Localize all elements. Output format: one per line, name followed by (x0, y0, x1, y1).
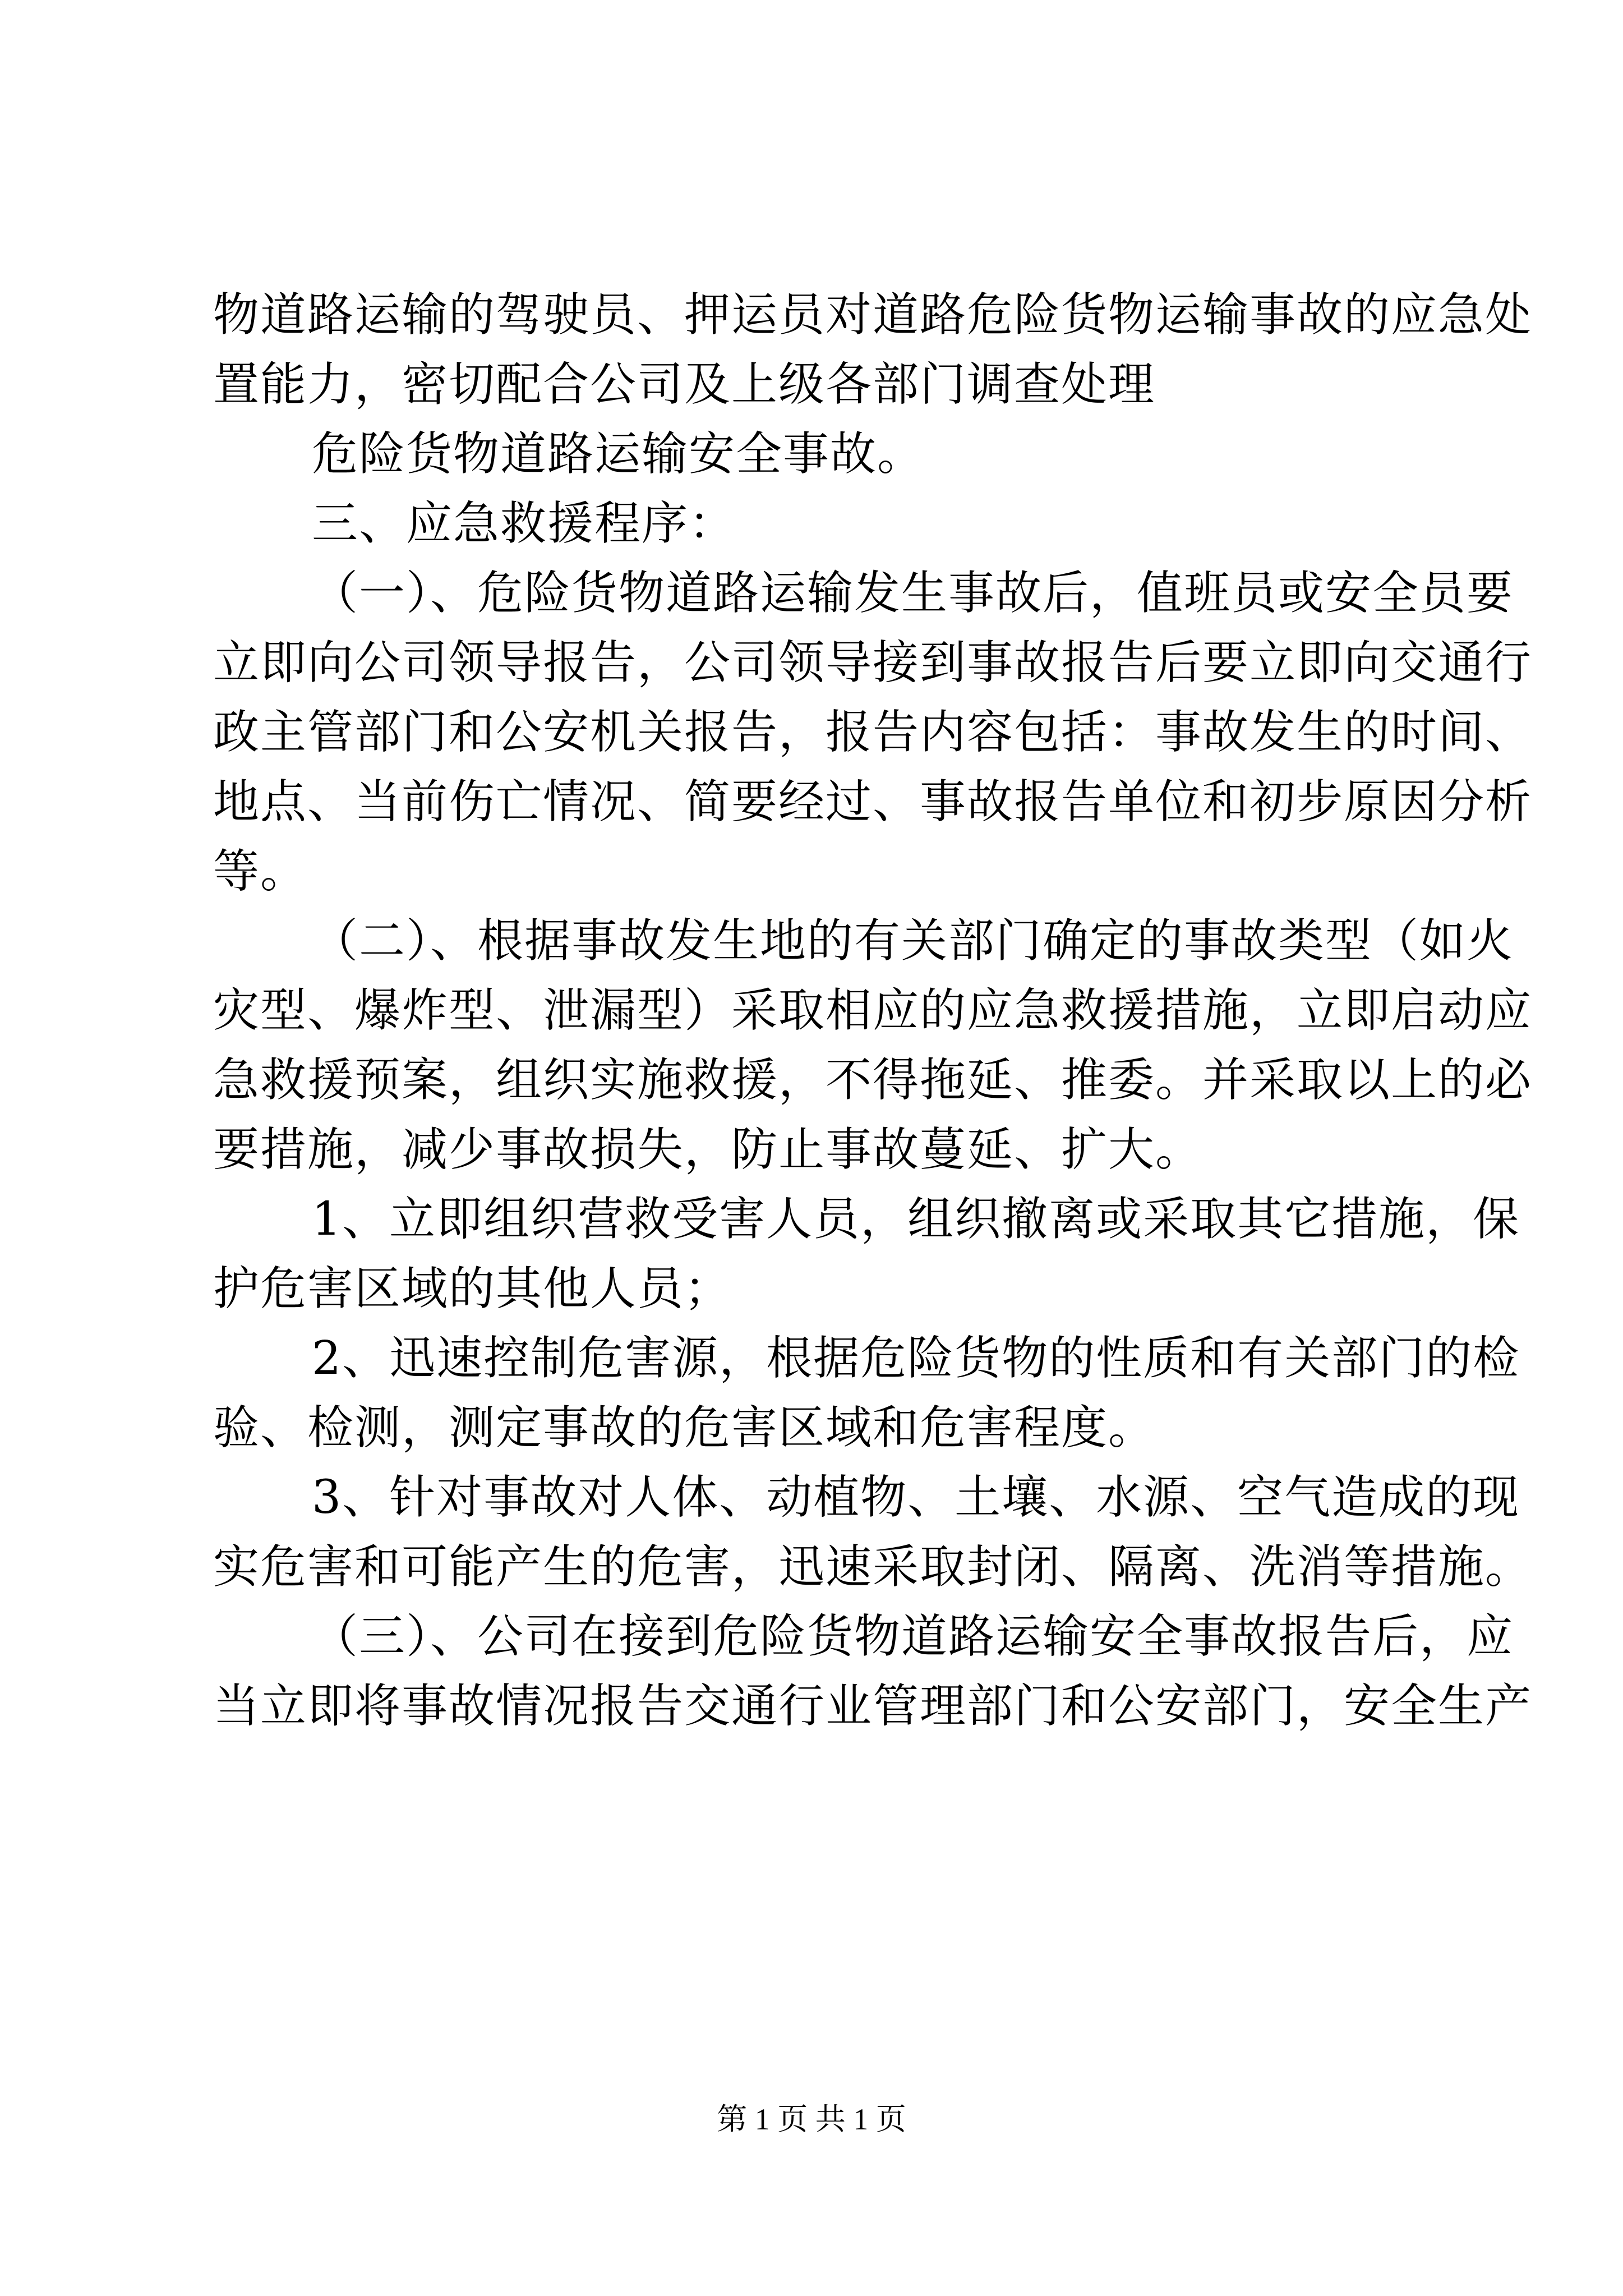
text-line: 置能力，密切配合公司及上级各部门调查处理 (213, 358, 1156, 411)
section-heading: 三、应急救援程序： (312, 497, 736, 550)
text-line: 验、检测，测定事故的危害区域和危害程度。 (213, 1401, 1156, 1455)
text-line: 地点、当前伤亡情况、简要经过、事故报告单位和初步原因分析 (213, 775, 1533, 829)
text-line: （三）、公司在接到危险货物道路运输安全事故报告后，应 (312, 1610, 1514, 1663)
text-line: 要措施，减少事故损失，防止事故蔓延、扩大。 (213, 1123, 1203, 1176)
text-line: 政主管部门和公安机关报告，报告内容包括：事故发生的时间、 (213, 706, 1533, 759)
page-number-footer: 第 1 页 共 1 页 (717, 2102, 906, 2136)
text-line: 护危害区域的其他人员； (213, 1262, 732, 1315)
text-line: 急救援预案，组织实施救援，不得拖延、推委。并采取以上的必 (213, 1053, 1533, 1107)
text-line: （一）、危险货物道路运输发生事故后，值班员或安全员要 (312, 567, 1514, 620)
text-line: 危险货物道路运输安全事故。 (312, 427, 925, 481)
text-line: 立即向公司领导报告，公司领导接到事故报告后要立即向交通行 (213, 636, 1533, 689)
text-line: 实危害和可能产生的危害，迅速采取封闭、隔离、洗消等措施。 (213, 1540, 1533, 1594)
text-line: 3、针对事故对人体、动植物、土壤、水源、空气造成的现 (312, 1471, 1520, 1524)
text-line: 等。 (213, 845, 308, 898)
text-line: 1、立即组织营救受害人员，组织撤离或采取其它措施，保 (312, 1193, 1520, 1246)
text-line: 物道路运输的驾驶员、押运员对道路危险货物运输事故的应急处 (213, 288, 1533, 342)
text-line: 灾型、爆炸型、泄漏型）采取相应的应急救援措施，立即启动应 (213, 984, 1533, 1037)
text-line: （二）、根据事故发生地的有关部门确定的事故类型（如火 (312, 914, 1514, 968)
document-body (213, 280, 1533, 1741)
text-line: 当立即将事故情况报告交通行业管理部门和公安部门，安全生产 (213, 1680, 1533, 1733)
text-line: 2、迅速控制危害源，根据危险货物的性质和有关部门的检 (312, 1332, 1520, 1385)
